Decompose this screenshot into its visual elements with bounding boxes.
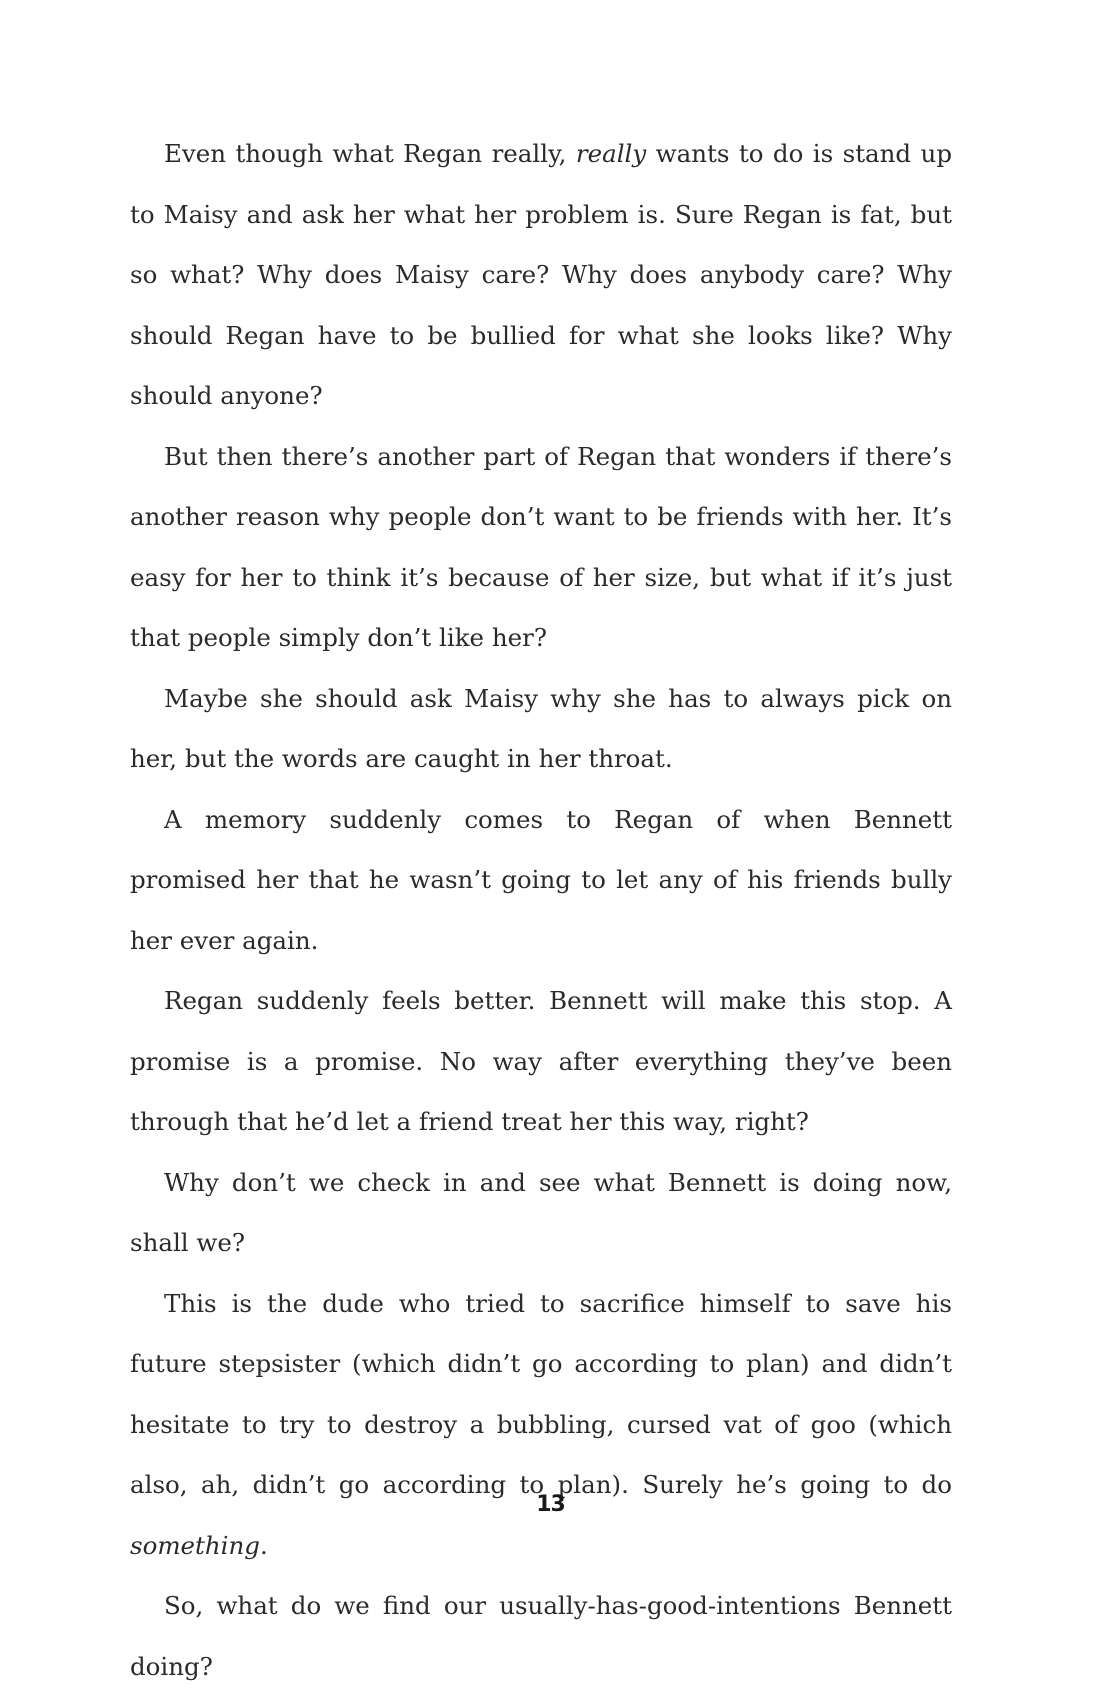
text-segment: .	[259, 1530, 268, 1560]
text-segment: So, what do we find our usually-has-good-intentions Bennett doing?	[130, 1591, 952, 1681]
paragraph	[130, 790, 952, 972]
text-segment: This is the dude who tried to sacrifice himself to save his future stepsister (which didn’t go according to plan) and didn’t hesitate to try to destroy a bubbling, cursed vat of goo (which also, ah, didn’t go according to plan). Surely he’s going to do	[130, 1288, 952, 1499]
page-number: 13	[536, 1492, 565, 1517]
text-segment: Even though what Regan really,	[164, 139, 576, 168]
paragraph	[130, 1274, 952, 1577]
text-segment: A memory suddenly comes to Regan of when Bennett promised her that he wasn’t going to let any of his friends bully her ever again.	[130, 804, 952, 955]
text-segment: Why don’t we check in and see what Bennett is doing now, shall we?	[130, 1167, 952, 1257]
text-segment: But then there’s another part of Regan that wonders if there’s another reason why people don’t want to be friends with her. It’s easy for her to think it’s because of her size, but what if it’s just that people simply don’t like her?	[130, 441, 952, 652]
emphasis-text: something	[130, 1530, 260, 1560]
emphasis-text: really	[575, 139, 647, 168]
text-segment: Maybe she should ask Maisy why she has to always pick on her, but the words are caught in her throat.	[130, 683, 952, 773]
paragraph	[130, 124, 952, 427]
body-text	[130, 124, 952, 1697]
paragraph	[130, 427, 952, 669]
paragraph	[130, 669, 952, 790]
text-segment: wants to do is stand up to Maisy and ask her what her problem is. Sure Regan is fat, but so what? Why does Maisy care? Why does anybody care? Why should Regan have to be bullied for what she looks like? Why should anyone?	[130, 139, 953, 410]
text-segment: Regan suddenly feels better. Bennett will make this stop. A promise is a promise. No way after everything they’ve been through that he’d let a friend treat her this way, right?	[130, 986, 952, 1136]
paragraph	[130, 1576, 952, 1697]
paragraph	[130, 971, 952, 1153]
paragraph	[130, 1153, 952, 1274]
